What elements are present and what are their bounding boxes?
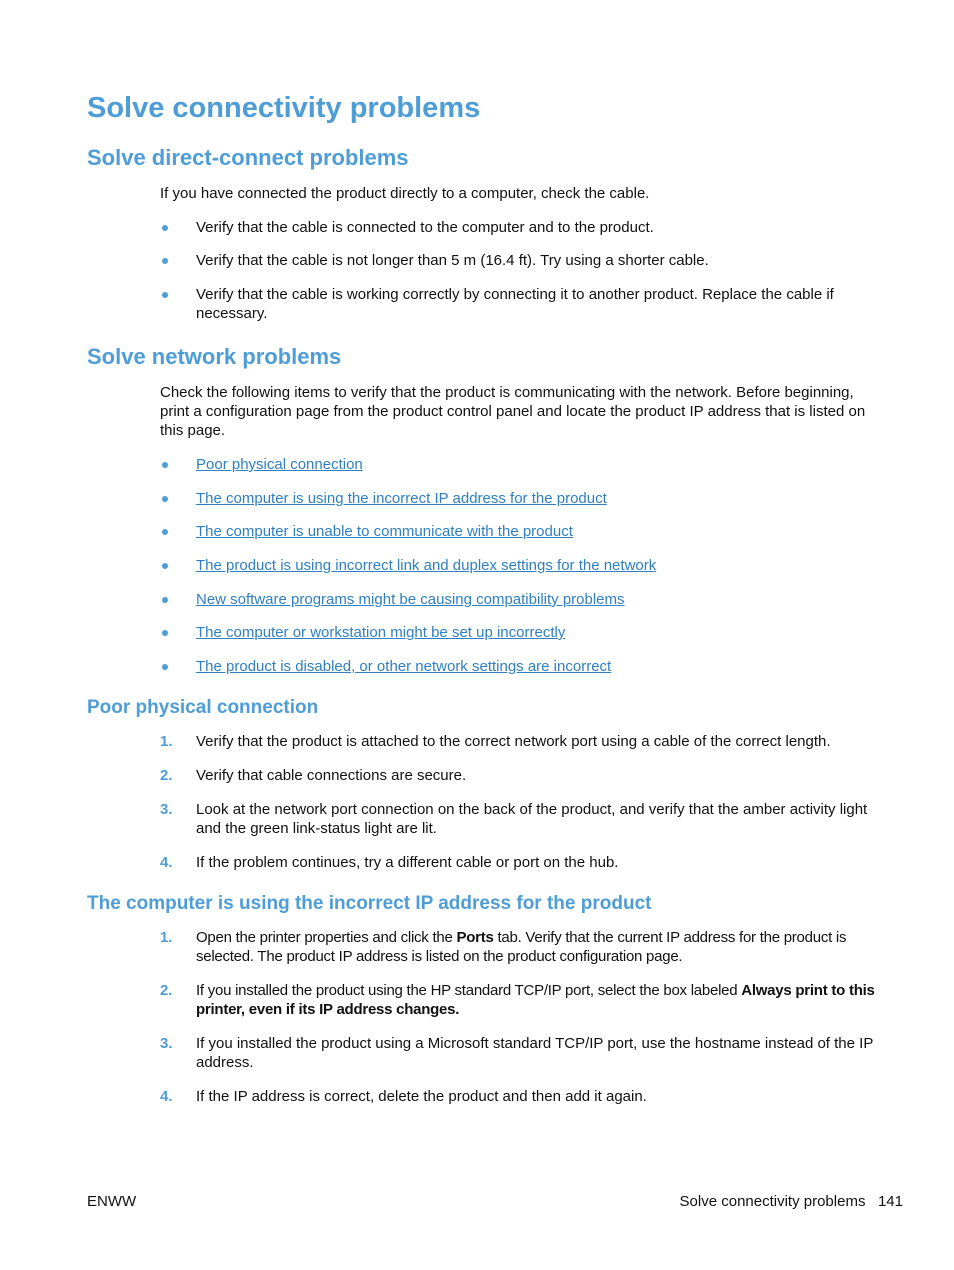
ui-term-always-print: Always print to this printer, even if its IP address changes.: [196, 982, 875, 1018]
item-text: Verify that the cable is not longer than 5 m (16.4 ft). Try using a shorter cable.: [196, 252, 709, 269]
step-text: If the IP address is correct, delete the product and then add it again.: [196, 1088, 647, 1105]
link-incorrect-ip[interactable]: The computer is using the incorrect IP address for the product: [196, 490, 607, 507]
step-item: [160, 928, 885, 966]
step-text: If you installed the product using the HP standard TCP/IP port, select the box labeled: [196, 982, 742, 999]
ui-term-ports: Ports: [456, 929, 494, 946]
step-text: tab. Verify that the current IP address for the product is selected. The product IP address is listed on the product configuration page.: [196, 929, 847, 965]
step-number: 2.: [160, 767, 173, 784]
step-text: Verify that cable connections are secure.: [196, 767, 467, 784]
bullet-icon: [162, 529, 168, 535]
footer-section: Solve connectivity problems: [679, 1193, 866, 1210]
item-text: Verify that the cable is working correctly by connecting it to another product. Replace the cable if necessary.: [196, 286, 834, 322]
step-text: Verify that the product is attached to the correct network port using a cable of the correct length.: [196, 733, 831, 750]
list-item: [160, 251, 885, 270]
section-heading-direct: Solve direct-connect problems: [87, 145, 409, 170]
section-heading-ip: The computer is using the incorrect IP address for the product: [87, 893, 652, 914]
page-number: 141: [877, 1193, 903, 1210]
link-item: [160, 489, 885, 508]
link-item: [160, 623, 885, 642]
step-number: 2.: [160, 982, 173, 999]
step-item: [160, 1034, 885, 1072]
step-number: 3.: [160, 1035, 173, 1052]
step-text: Open the printer properties and click the: [196, 929, 457, 946]
bullet-icon: [162, 496, 168, 502]
link-duplex-settings[interactable]: The product is using incorrect link and duplex settings for the network: [196, 557, 657, 574]
list-item: [160, 285, 885, 323]
step-item: [160, 1087, 885, 1106]
item-text: Verify that the cable is connected to the computer and to the product.: [196, 219, 654, 236]
direct-intro: If you have connected the product directly to a computer, check the cable.: [160, 185, 650, 202]
network-intro: Check the following items to verify that the product is communicating with the network. Before beginning, print a configuration page from the product control panel and locate the product IP address that is listed on this page.: [160, 384, 866, 439]
step-number: 4.: [160, 854, 173, 871]
link-item: [160, 522, 885, 541]
bullet-icon: [162, 258, 168, 264]
bullet-icon: [162, 664, 168, 670]
step-item: [160, 766, 885, 785]
link-software-compat[interactable]: New software programs might be causing compatibility problems: [196, 591, 625, 608]
link-workstation-setup[interactable]: The computer or workstation might be set up incorrectly: [196, 624, 566, 641]
list-item: [160, 218, 885, 237]
link-item: [160, 590, 885, 609]
bullet-icon: [162, 630, 168, 636]
step-item: [160, 800, 885, 838]
link-poor-physical-connection[interactable]: Poor physical connection: [196, 456, 363, 473]
section-heading-network: Solve network problems: [87, 344, 342, 369]
step-item: [160, 853, 885, 872]
bullet-icon: [162, 462, 168, 468]
bullet-icon: [162, 597, 168, 603]
step-number: 4.: [160, 1088, 173, 1105]
bullet-icon: [162, 292, 168, 298]
bullet-icon: [162, 563, 168, 569]
section-heading-physical: Poor physical connection: [87, 697, 319, 718]
step-number: 3.: [160, 801, 173, 818]
link-item: [160, 657, 885, 676]
link-product-disabled[interactable]: The product is disabled, or other network settings are incorrect: [196, 658, 612, 675]
link-unable-communicate[interactable]: The computer is unable to communicate with the product: [196, 523, 573, 540]
step-text: If you installed the product using a Microsoft standard TCP/IP port, use the hostname instead of the IP address.: [196, 1035, 874, 1071]
footer-left: ENWW: [87, 1193, 137, 1210]
footer-right: [680, 1193, 903, 1210]
step-item: [160, 981, 885, 1019]
step-text: Look at the network port connection on the back of the product, and verify that the amber activity light and the green link-status light are lit.: [196, 801, 868, 837]
step-item: [160, 732, 885, 751]
page-title: Solve connectivity problems: [87, 92, 481, 124]
step-number: 1.: [160, 733, 173, 750]
link-item: [160, 556, 885, 575]
step-number: 1.: [160, 929, 173, 946]
link-item: [160, 455, 885, 474]
step-text: If the problem continues, try a different cable or port on the hub.: [196, 854, 619, 871]
bullet-icon: [162, 225, 168, 231]
